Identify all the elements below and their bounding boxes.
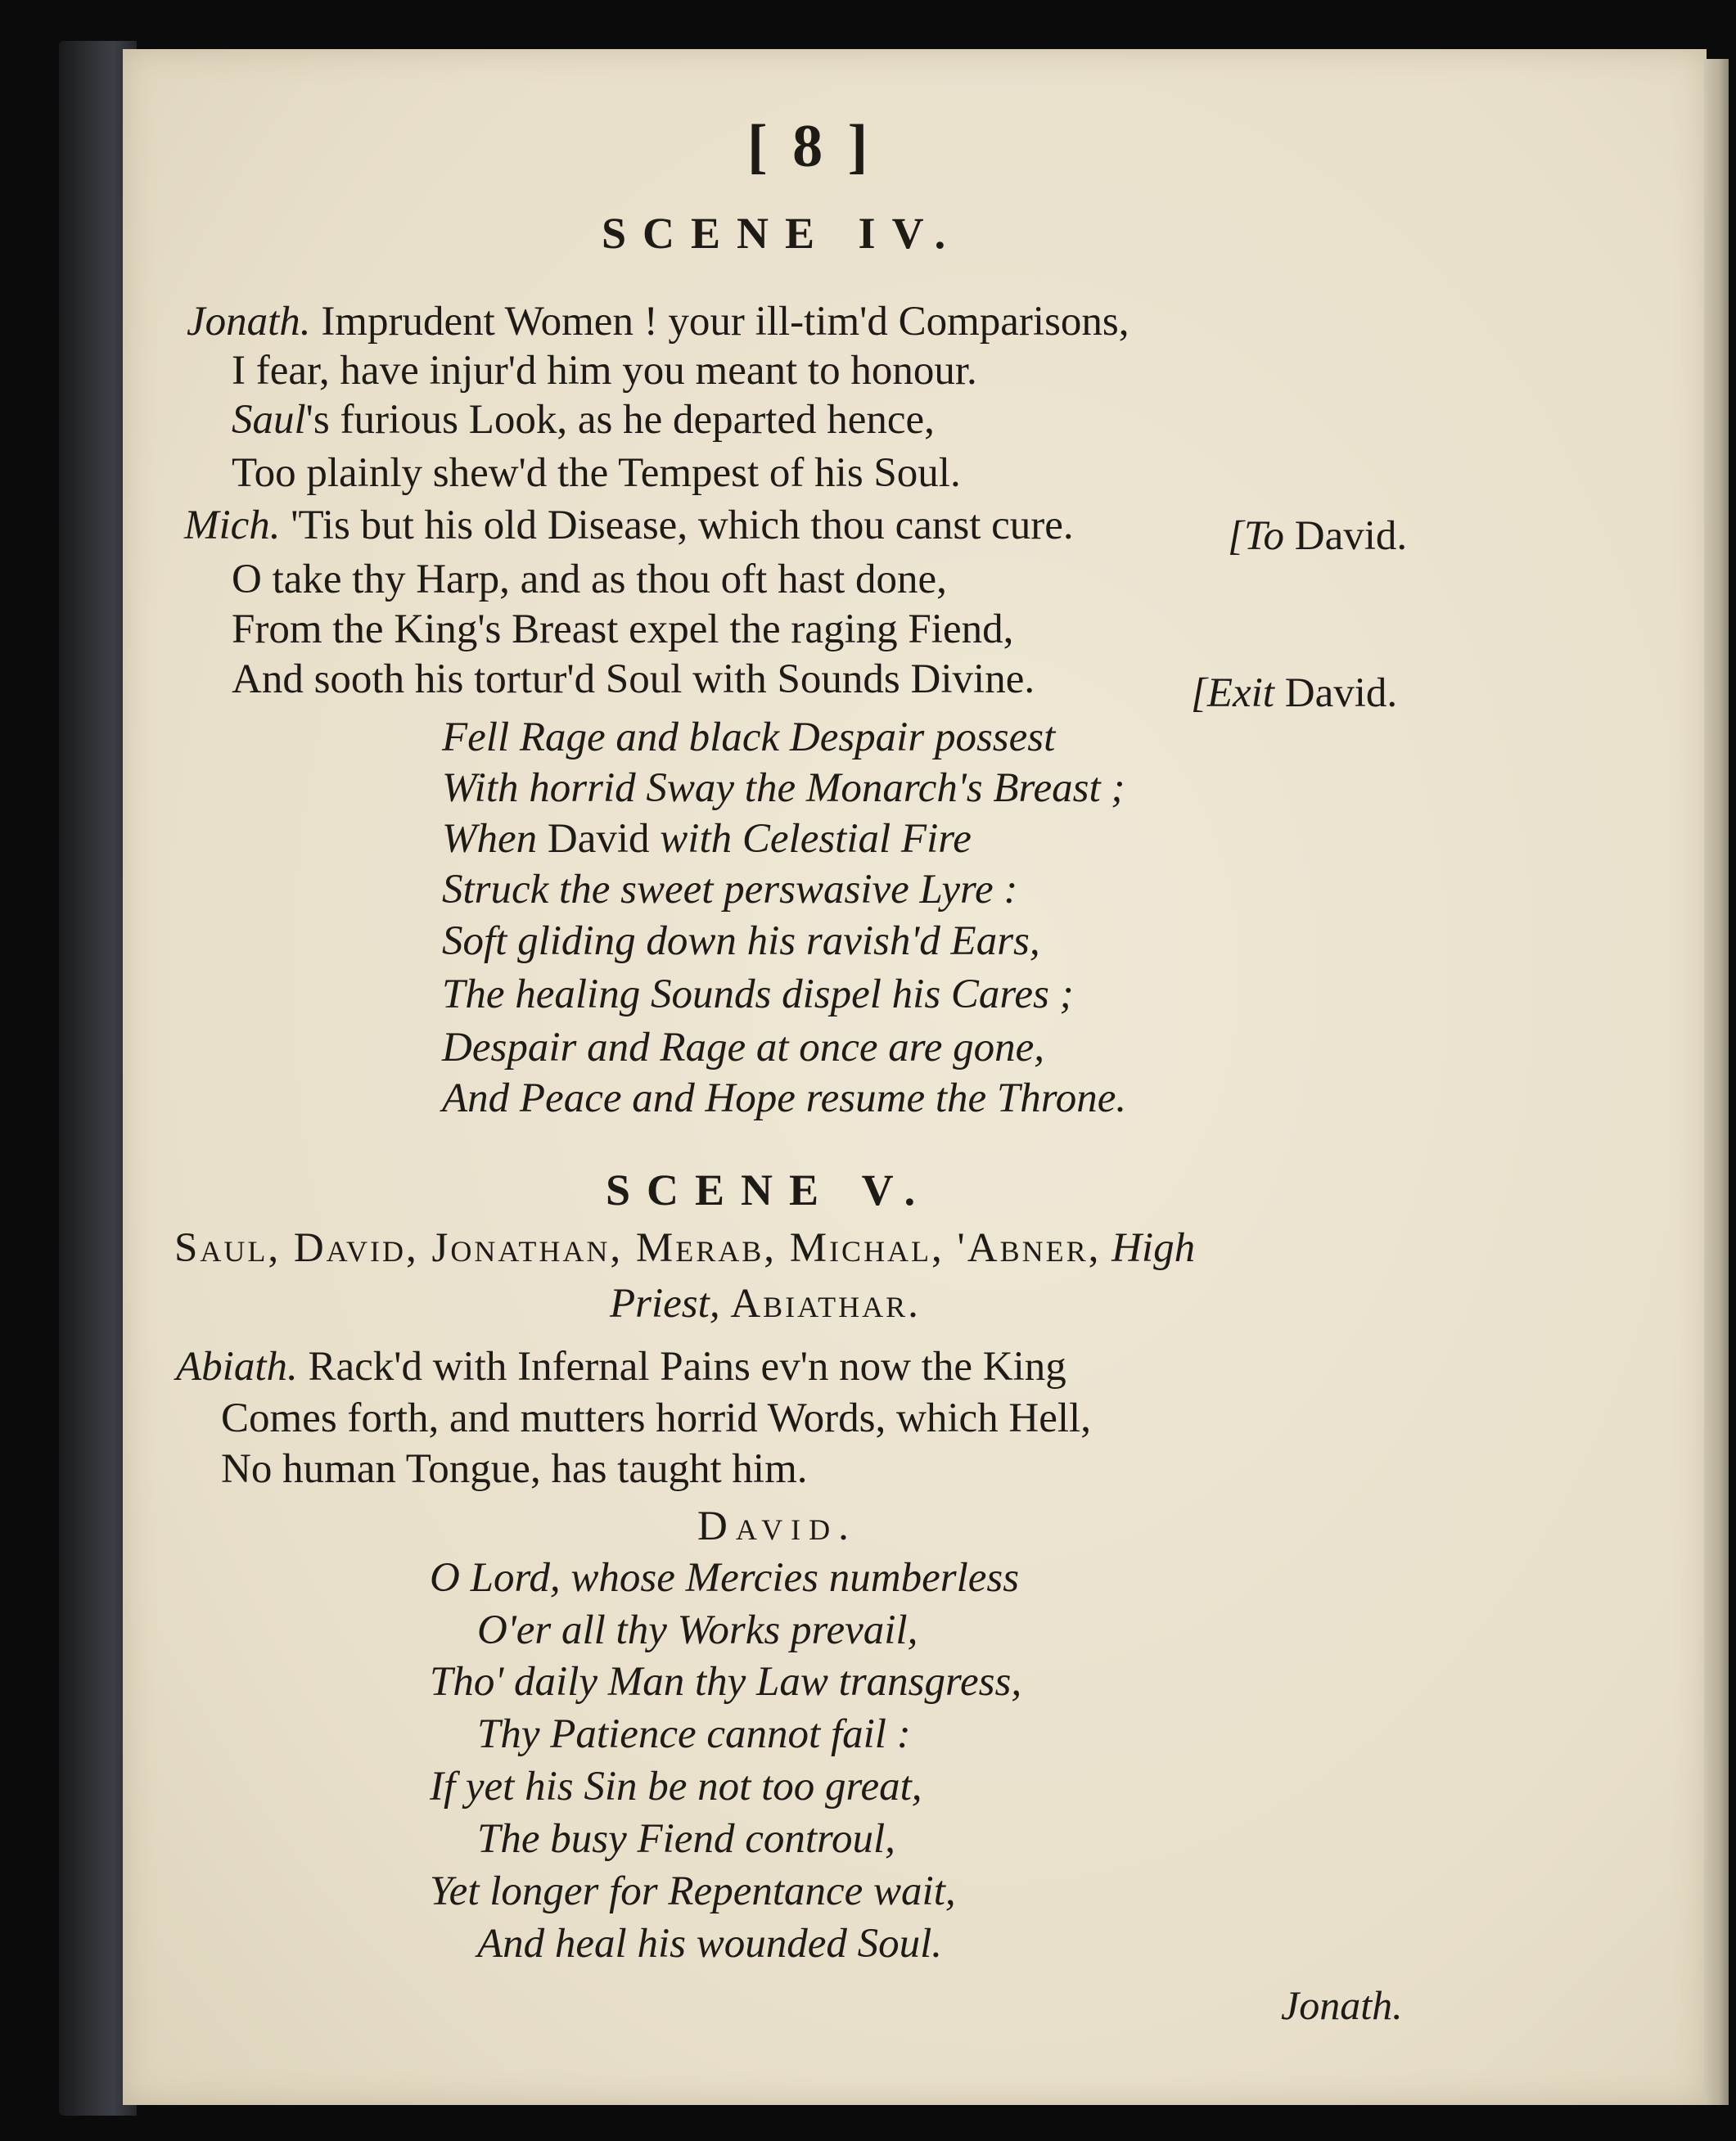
speech-line: [184, 505, 1074, 547]
song-text: When: [442, 816, 548, 862]
speech-line: [176, 1346, 1066, 1388]
scene-v-heading: SCENE V.: [606, 1165, 932, 1215]
speech-line: [187, 301, 1130, 343]
song-line: And heal his wounded Soul.: [477, 1921, 943, 1967]
speaker-name: Mich.: [184, 503, 281, 548]
speech-line: I fear, have injur'd him you meant to honour.: [232, 348, 977, 394]
speech-line: O take thy Harp, and as thou oft hast done,: [232, 557, 947, 602]
song-line: The healing Sounds dispel his Cares ;: [442, 971, 1074, 1017]
song-line: O Lord, whose Mercies numberless: [430, 1555, 1020, 1601]
cast-list: [174, 1225, 1196, 1271]
speaker-name: Jonath.: [187, 299, 311, 345]
song-line: Tho' daily Man thy Law transgress,: [430, 1659, 1022, 1705]
stage-direction: [1228, 513, 1408, 559]
page-edge: [1704, 59, 1729, 2105]
speech-line: No human Tongue, has taught him.: [221, 1446, 808, 1492]
speech-text: Rack'd with Infernal Pains ev'n now the King: [308, 1344, 1066, 1390]
speech-text: 's furious Look, as he departed hence,: [305, 397, 935, 443]
song-title: David.: [697, 1503, 857, 1549]
song-line: Struck the sweet perswasive Lyre :: [442, 867, 1018, 913]
song-line: If yet his Sin be not too great,: [430, 1764, 922, 1810]
song-line: The busy Fiend controul,: [477, 1816, 895, 1862]
song-line: Soft gliding down his ravish'd Ears,: [442, 918, 1040, 964]
catchword: Jonath.: [1281, 1982, 1403, 2028]
cast-names: Abiathar.: [730, 1281, 921, 1327]
speech-text: 'Tis but his old Disease, which thou canst cure.: [291, 503, 1074, 548]
song-line: And Peace and Hope resume the Throne.: [442, 1075, 1127, 1121]
speaker-name: Abiath.: [176, 1344, 298, 1390]
cast-list: [610, 1283, 921, 1325]
stage-direction: [1191, 670, 1398, 716]
song-line: Thy Patience cannot fail :: [477, 1711, 911, 1757]
speech-text: Imprudent Women ! your ill-tim'd Comparisons,: [321, 299, 1130, 345]
direction-word: [Exit: [1191, 670, 1274, 716]
scene-iv-heading: SCENE IV.: [602, 209, 963, 258]
speech-line: Comes forth, and mutters horrid Words, which Hell,: [221, 1395, 1091, 1441]
cast-names: Saul, David, Jonathan, Merab, Michal, 'Abner,: [174, 1225, 1102, 1271]
cast-title: High: [1111, 1225, 1196, 1271]
character-name: David: [547, 816, 650, 862]
direction-word: [To: [1228, 513, 1285, 559]
song-line: With horrid Sway the Monarch's Breast ;: [442, 765, 1125, 811]
speech-line: And sooth his tortur'd Soul with Sounds Divine.: [232, 656, 1035, 702]
cast-title: Priest,: [610, 1281, 720, 1327]
song-line: O'er all thy Works prevail,: [477, 1607, 918, 1653]
direction-name: David.: [1294, 513, 1408, 559]
song-text: with Celestial Fire: [649, 816, 972, 862]
speech-line: From the King's Breast expel the raging Fiend,: [232, 606, 1014, 652]
speech-line: [232, 399, 935, 441]
song-line: Yet longer for Repentance wait,: [430, 1868, 956, 1914]
song-line: Fell Rage and black Despair possest: [442, 714, 1056, 760]
song-line: [442, 818, 972, 860]
speech-line: Too plainly shew'd the Tempest of his Soul.: [232, 450, 961, 496]
direction-name: David.: [1284, 670, 1398, 716]
character-name: Saul: [232, 397, 306, 443]
song-line: Despair and Rage at once are gone,: [442, 1025, 1045, 1070]
page-number: [ 8 ]: [747, 113, 873, 180]
